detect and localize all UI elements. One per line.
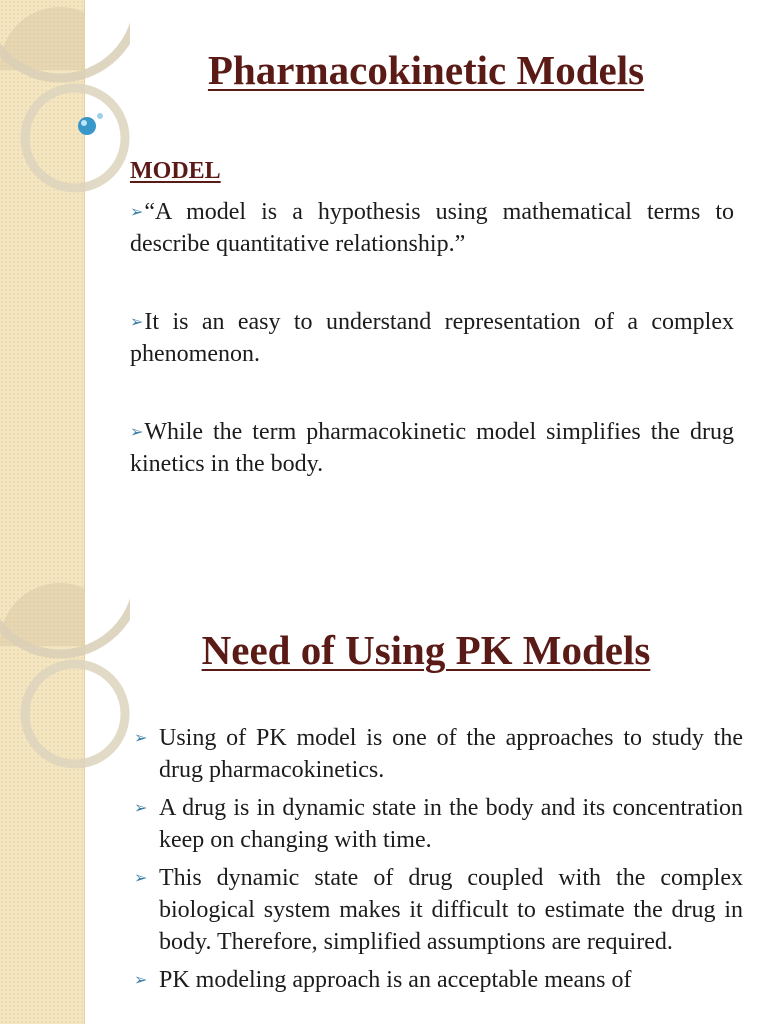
list-item [130, 722, 743, 786]
paragraph-text: “A model is a hypothesis using mathematical terms to describe quantitative relationship.” [130, 199, 734, 257]
list-item-text: Using of PK model is one of the approaches to study the drug pharmacokinetics. [159, 725, 743, 783]
arrowhead-bullet-icon: ➢ [134, 970, 148, 989]
arrowhead-bullet-icon: ➢ [134, 868, 148, 887]
list-item [130, 862, 743, 958]
list-item [130, 792, 743, 856]
paragraph-text: While the term pharmacokinetic model simplifies the drug kinetics in the body. [130, 419, 734, 477]
decorative-rings-icon [0, 576, 130, 776]
arrowhead-bullet-icon: ➢ [130, 202, 144, 221]
slide-need-of-pk-models [0, 576, 768, 1024]
slide-title: Pharmacokinetic Models [207, 47, 645, 93]
list-item-text: This dynamic state of drug coupled with the complex biological system makes it difficult to estimate the drug in body. Therefore, simplified assumptions are required. [159, 865, 743, 955]
bullet-list [130, 722, 743, 1002]
arrowhead-bullet-icon: ➢ [130, 422, 144, 441]
section-heading-model: MODEL [130, 158, 221, 184]
arrowhead-bullet-icon: ➢ [134, 728, 148, 747]
decorative-rings-icon [0, 0, 130, 200]
arrowhead-bullet-icon: ➢ [130, 312, 144, 331]
list-item-text: PK modeling approach is an acceptable means of [159, 967, 632, 993]
slide-title: Need of Using PK Models [201, 627, 651, 673]
paragraph-simplifies [130, 416, 734, 480]
paragraph-representation [130, 306, 734, 370]
arrowhead-bullet-icon: ➢ [134, 798, 148, 817]
list-item-text: A drug is in dynamic state in the body and its concentration keep on changing with time. [159, 795, 743, 853]
list-item [130, 964, 743, 996]
paragraph-text: It is an easy to understand representation of a complex phenomenon. [130, 309, 734, 367]
paragraph-model-definition [130, 196, 734, 260]
